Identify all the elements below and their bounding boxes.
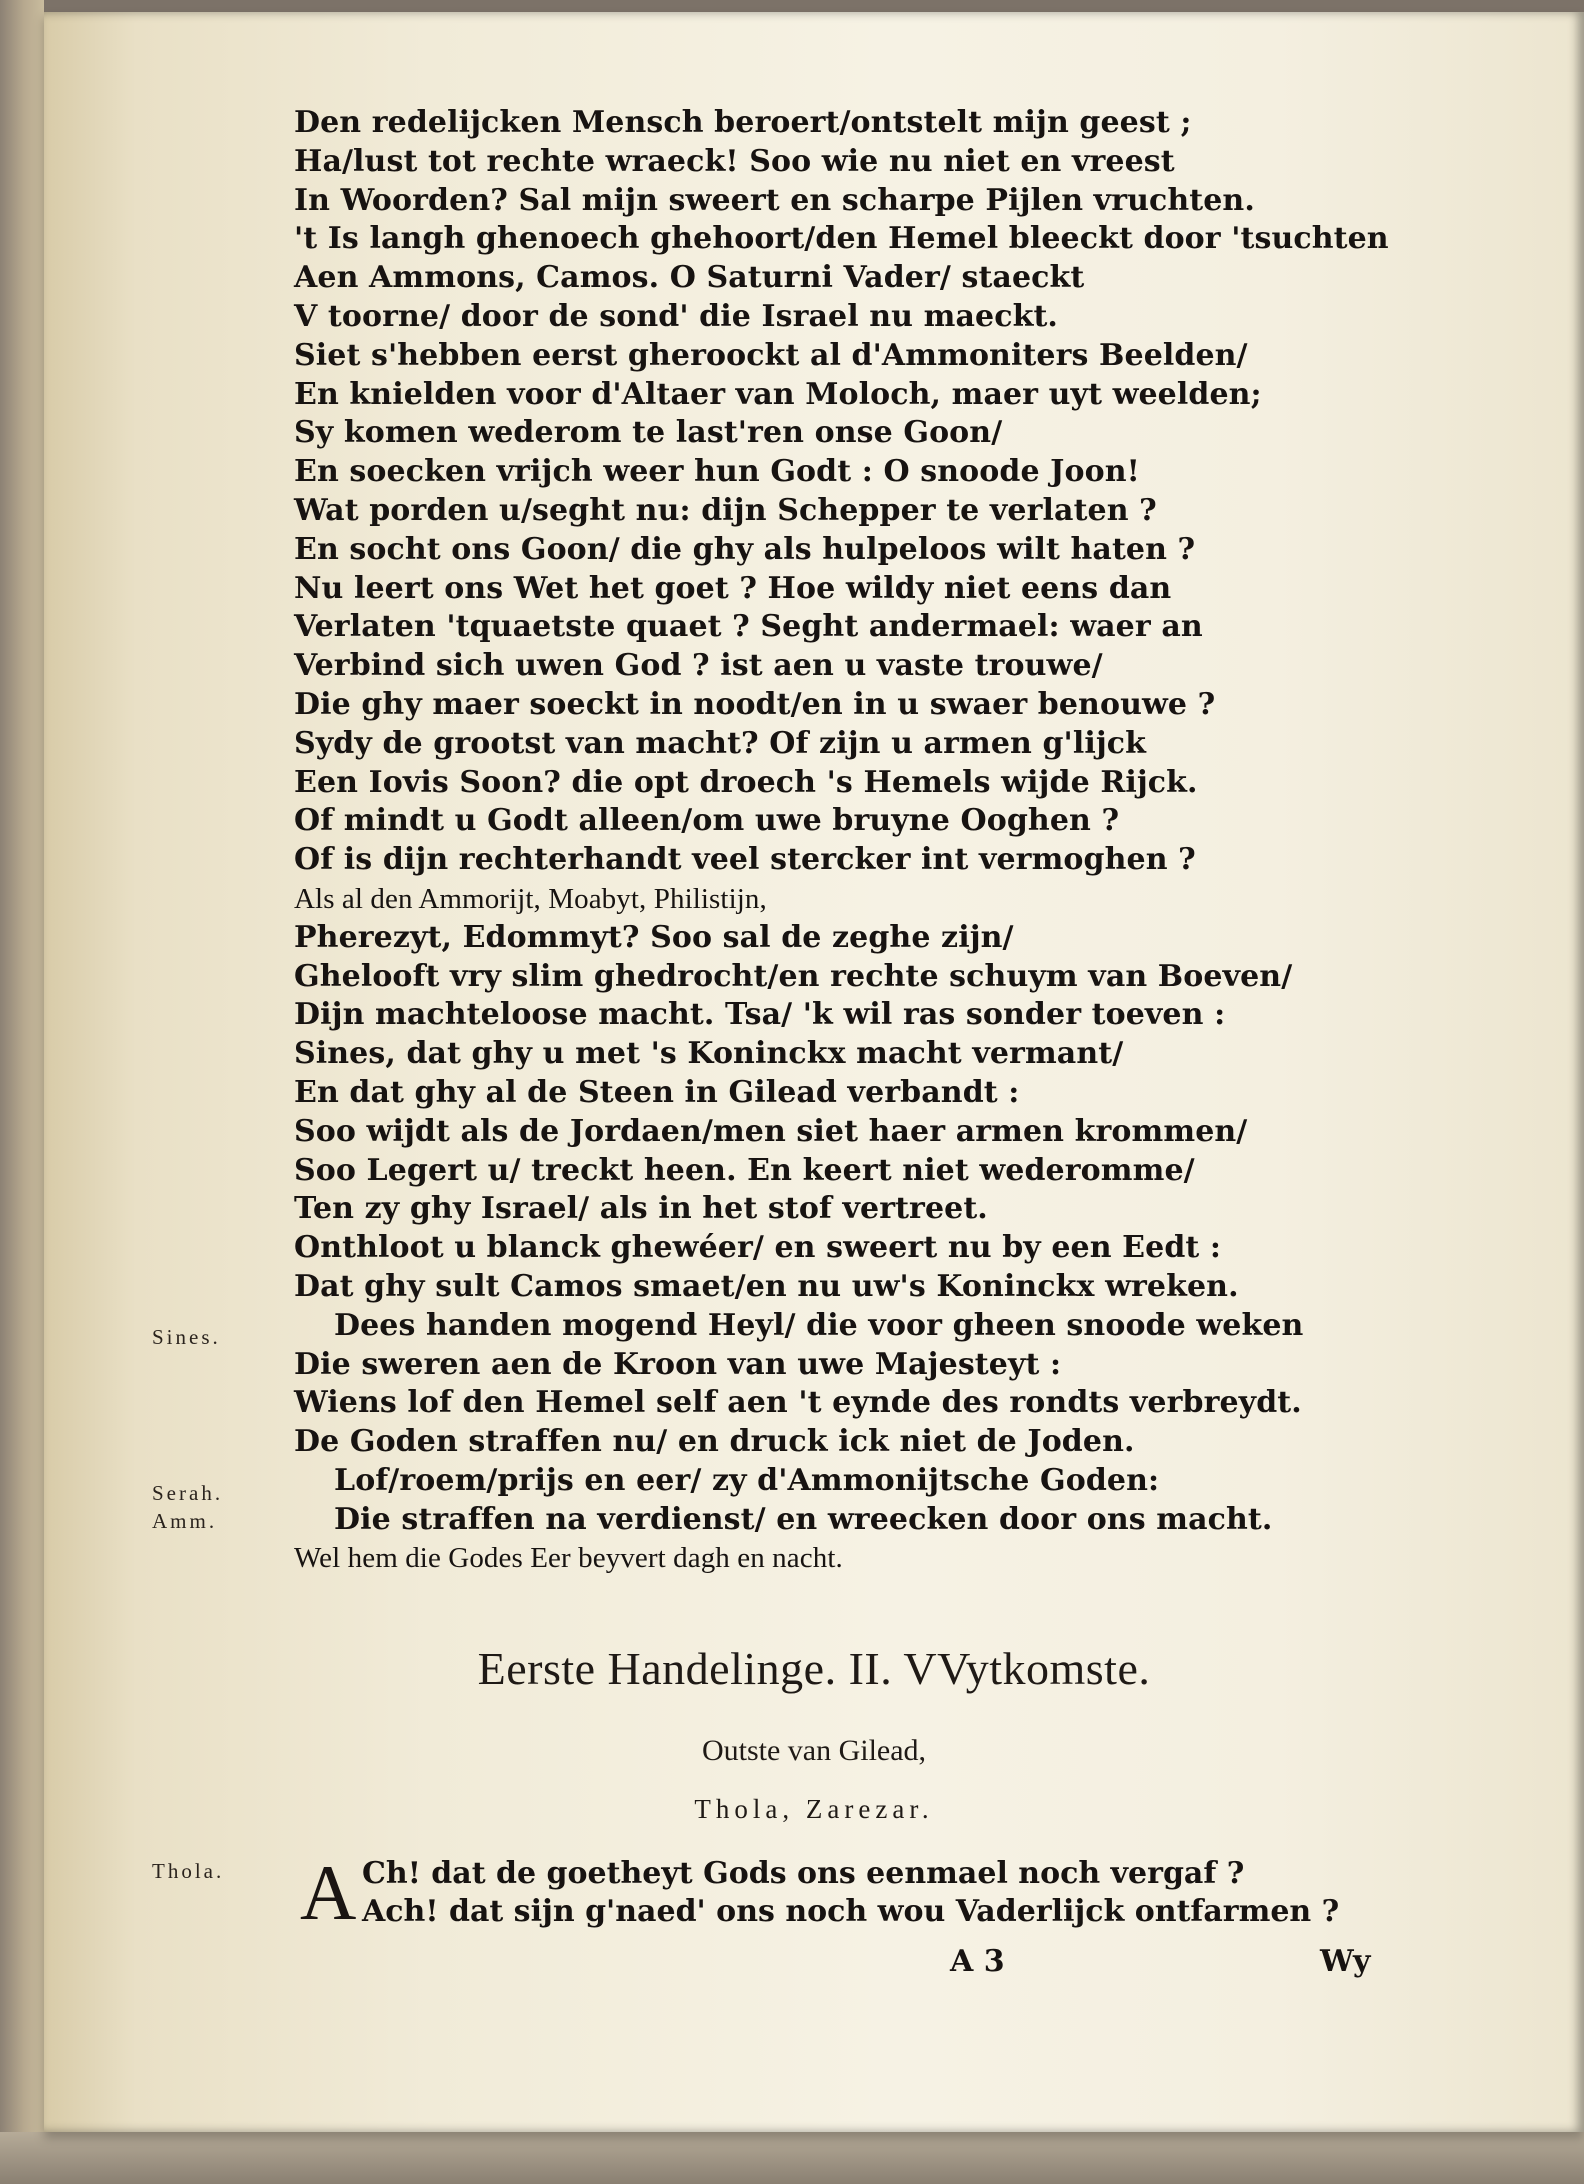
- verse-line: Sydy de grootst van macht? Of zijn u armen g'lijck: [294, 725, 1147, 761]
- verse-line: En socht ons Goon/ die ghy als hulpeloos wilt haten ?: [294, 531, 1196, 567]
- verse-line: Die sweren aen de Kroon van uwe Majesteyt :: [294, 1346, 1062, 1382]
- signature-mark: A 3: [950, 1944, 1005, 1979]
- verse-line: V toorne/ door de sond' die Israel nu maeckt.: [294, 298, 1058, 334]
- verse-line: Siet s'hebben eerst gheroockt al d'Ammoniters Beelden/: [294, 337, 1248, 373]
- verse-line: En dat ghy al de Steen in Gilead verbandt :: [294, 1074, 1020, 1110]
- verse-line: Die straffen na verdienst/ en wreecken door ons macht.: [334, 1501, 1273, 1537]
- verse-line: 't Is langh ghenoech ghehoort/den Hemel bleeckt door 'tsuchten: [294, 221, 1389, 257]
- character-list: Thola, Zarezar.: [694, 1794, 934, 1824]
- verse-line: Ch! dat de goetheyt Gods ons eenmael noch vergaf ?: [362, 1856, 1245, 1891]
- verse-line: Dijn machteloose macht. Tsa/ 'k wil ras sonder toeven :: [294, 997, 1226, 1033]
- verse-line: Als al den Ammorijt, Moabyt, Philistijn,: [294, 882, 767, 915]
- drop-cap: A: [300, 1849, 357, 1936]
- verse-line: De Goden straffen nu/ en druck ick niet de Joden.: [294, 1424, 1135, 1460]
- verse-line: Lof/roem/prijs en eer/ zy d'Ammonijtsche Goden:: [334, 1462, 1160, 1498]
- verse-line: Verbind sich uwen God ? ist aen u vaste trouwe/: [294, 648, 1103, 684]
- verse-line: Nu leert ons Wet het goet ? Hoe wildy niet eens dan: [294, 570, 1172, 606]
- verse-line: Pherezyt, Edommyt? Soo sal de zeghe zijn/: [294, 919, 1014, 955]
- verse-line: Wiens lof den Hemel self aen 't eynde des rondts verbreydt.: [294, 1385, 1302, 1421]
- speaker-sines: Sines.: [152, 1325, 221, 1349]
- verse-line: Soo Legert u/ treckt heen. En keert niet wederomme/: [294, 1152, 1195, 1188]
- verse-line: Soo wijdt als de Jordaen/men siet haer armen krommen/: [294, 1113, 1248, 1149]
- verse-line: En soecken vrijch weer hun Godt : O snoode Joon!: [294, 454, 1140, 490]
- page-gutter-shadow: [0, 0, 44, 2184]
- verse-line: Dees handen mogend Heyl/ die voor gheen snoode weken: [334, 1307, 1304, 1343]
- verse-line: Die ghy maer soeckt in noodt/en in u swaer benouwe ?: [294, 686, 1216, 722]
- scene-location: Outste van Gilead,: [701, 1734, 927, 1767]
- verse-line: Ten zy ghy Israel/ als in het stof vertreet.: [294, 1191, 988, 1227]
- verse-line: Sy komen wederom te last'ren onse Goon/: [294, 415, 1003, 451]
- speaker-thola: Thola.: [152, 1859, 225, 1883]
- verse-line: Aen Ammons, Camos. O Saturni Vader/ staeckt: [294, 260, 1085, 296]
- book-page: [44, 12, 1584, 2132]
- verse-line: Den redelijcken Mensch beroert/ontstelt mijn geest ;: [294, 105, 1192, 140]
- act-title: Eerste Handelinge. II. VVytkomste.: [477, 1643, 1151, 1694]
- verse-line: Sines, dat ghy u met 's Koninckx macht vermant/: [294, 1036, 1124, 1072]
- final-verse-block: [362, 1855, 1362, 1931]
- verse-line: Of is dijn rechterhandt veel stercker int vermoghen ?: [294, 842, 1196, 878]
- verse-line: En knielden voor d'Altaer van Moloch, maer uyt weelden;: [294, 376, 1262, 412]
- verse-line: Ha/lust tot rechte wraeck! Soo wie nu niet en vreest: [294, 143, 1175, 179]
- page-bottom-edge: [0, 2132, 1584, 2184]
- verse-line: Verlaten 'tquaetste quaet ? Seght andermael: waer an: [294, 609, 1203, 645]
- speaker-serah: Serah.: [152, 1481, 224, 1505]
- verse-line: Of mindt u Godt alleen/om uwe bruyne Ooghen ?: [294, 803, 1120, 839]
- verse-line: In Woorden? Sal mijn sweert en scharpe Pijlen vruchten.: [294, 182, 1255, 218]
- verse-line: Ach! dat sijn g'naed' ons noch wou Vaderlijck ontfarmen ?: [362, 1894, 1340, 1929]
- verse-line: Wat porden u/seght nu: dijn Schepper te verlaten ?: [294, 492, 1157, 528]
- verse-line: Dat ghy sult Camos smaet/en nu uw's Koninckx wreken.: [294, 1268, 1239, 1304]
- verse-line: Onthloot u blanck ghewéer/ en sweert nu by een Eedt :: [294, 1230, 1222, 1266]
- verse-line: Wel hem die Godes Eer beyvert dagh en nacht.: [294, 1542, 843, 1575]
- verse-line: Een Iovis Soon? die opt droech 's Hemels wijde Rijck.: [294, 764, 1198, 800]
- speaker-amm: Amm.: [152, 1509, 218, 1533]
- catchword: Wy: [1320, 1944, 1371, 1979]
- verse-block: [294, 104, 1389, 1578]
- verse-line: Ghelooft vry slim ghedrocht/en rechte schuym van Boeven/: [294, 958, 1293, 994]
